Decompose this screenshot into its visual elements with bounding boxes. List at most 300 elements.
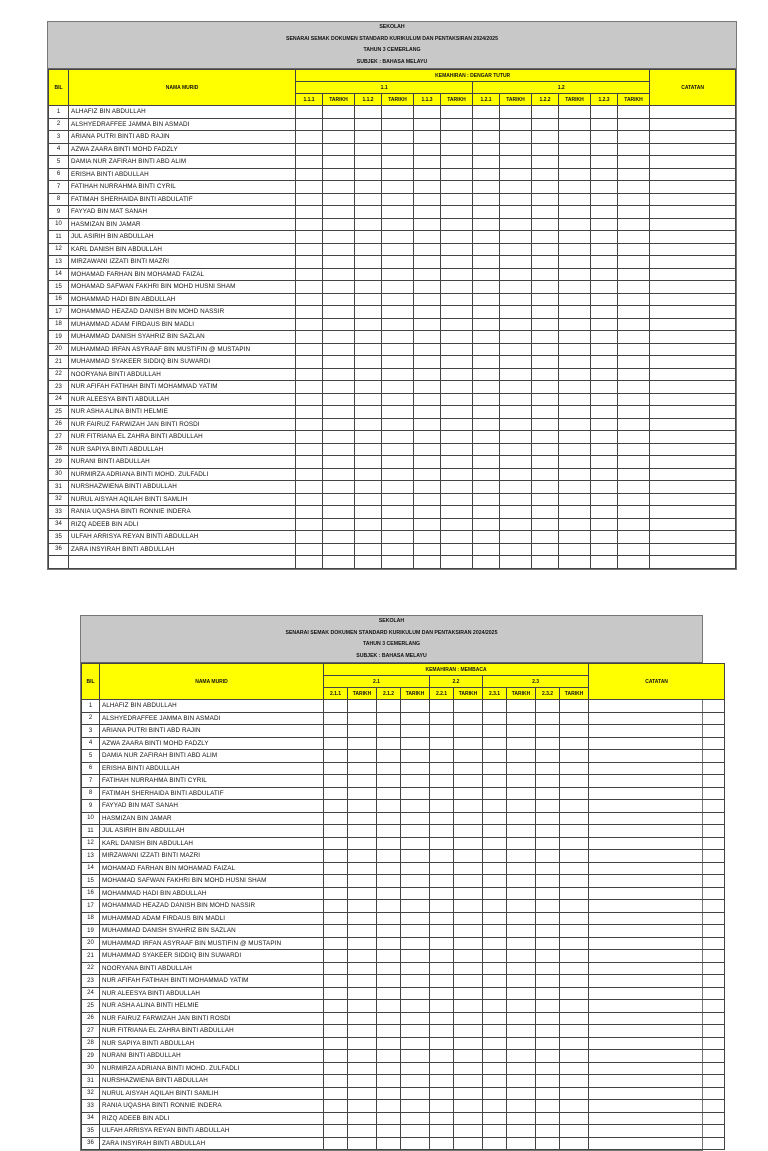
checklist-cell[interactable]: [473, 368, 500, 381]
checklist-cell[interactable]: [401, 850, 430, 863]
catatan-cell[interactable]: [589, 787, 725, 800]
checklist-cell[interactable]: [401, 725, 430, 738]
checklist-cell[interactable]: [591, 193, 618, 206]
catatan-cell[interactable]: [650, 343, 736, 356]
checklist-cell[interactable]: [532, 106, 559, 119]
checklist-cell[interactable]: [377, 950, 401, 963]
checklist-cell[interactable]: [499, 243, 531, 256]
checklist-cell[interactable]: [430, 725, 454, 738]
checklist-cell[interactable]: [355, 318, 382, 331]
checklist-cell[interactable]: [454, 850, 483, 863]
checklist-cell[interactable]: [558, 518, 590, 531]
checklist-cell[interactable]: [483, 812, 507, 825]
checklist-cell[interactable]: [473, 118, 500, 131]
checklist-cell[interactable]: [483, 1112, 507, 1125]
checklist-cell[interactable]: [560, 1050, 589, 1063]
checklist-cell[interactable]: [454, 950, 483, 963]
checklist-cell[interactable]: [440, 218, 472, 231]
checklist-cell[interactable]: [377, 837, 401, 850]
checklist-cell[interactable]: [414, 206, 441, 219]
checklist-cell[interactable]: [324, 925, 348, 938]
checklist-cell[interactable]: [322, 506, 354, 519]
checklist-cell[interactable]: [355, 406, 382, 419]
checklist-cell[interactable]: [558, 256, 590, 269]
catatan-cell[interactable]: [589, 900, 725, 913]
checklist-cell[interactable]: [473, 493, 500, 506]
checklist-cell[interactable]: [377, 700, 401, 713]
checklist-cell[interactable]: [558, 281, 590, 294]
checklist-cell[interactable]: [355, 118, 382, 131]
checklist-cell[interactable]: [348, 912, 377, 925]
checklist-cell[interactable]: [532, 443, 559, 456]
checklist-cell[interactable]: [430, 1062, 454, 1075]
checklist-cell[interactable]: [617, 456, 649, 469]
checklist-cell[interactable]: [499, 256, 531, 269]
checklist-cell[interactable]: [322, 181, 354, 194]
checklist-cell[interactable]: [560, 850, 589, 863]
checklist-cell[interactable]: [617, 506, 649, 519]
checklist-cell[interactable]: [536, 937, 560, 950]
checklist-cell[interactable]: [324, 862, 348, 875]
catatan-cell[interactable]: [650, 506, 736, 519]
checklist-cell[interactable]: [355, 506, 382, 519]
checklist-cell[interactable]: [381, 468, 413, 481]
checklist-cell[interactable]: [440, 306, 472, 319]
checklist-cell[interactable]: [507, 1025, 536, 1038]
checklist-cell[interactable]: [322, 381, 354, 394]
checklist-cell[interactable]: [507, 937, 536, 950]
checklist-cell[interactable]: [558, 418, 590, 431]
checklist-cell[interactable]: [322, 268, 354, 281]
checklist-cell[interactable]: [558, 493, 590, 506]
checklist-cell[interactable]: [473, 231, 500, 244]
checklist-cell[interactable]: [507, 725, 536, 738]
checklist-cell[interactable]: [355, 518, 382, 531]
checklist-cell[interactable]: [560, 837, 589, 850]
checklist-cell[interactable]: [377, 987, 401, 1000]
checklist-cell[interactable]: [591, 406, 618, 419]
checklist-cell[interactable]: [401, 950, 430, 963]
checklist-cell[interactable]: [355, 293, 382, 306]
checklist-cell[interactable]: [532, 243, 559, 256]
checklist-cell[interactable]: [355, 343, 382, 356]
checklist-cell[interactable]: [296, 393, 323, 406]
checklist-cell[interactable]: [381, 493, 413, 506]
checklist-cell[interactable]: [355, 181, 382, 194]
checklist-cell[interactable]: [296, 268, 323, 281]
checklist-cell[interactable]: [507, 862, 536, 875]
catatan-cell[interactable]: [650, 168, 736, 181]
checklist-cell[interactable]: [560, 1037, 589, 1050]
checklist-cell[interactable]: [560, 1075, 589, 1088]
checklist-cell[interactable]: [454, 825, 483, 838]
checklist-cell[interactable]: [296, 193, 323, 206]
checklist-cell[interactable]: [483, 975, 507, 988]
checklist-cell[interactable]: [558, 468, 590, 481]
checklist-cell[interactable]: [377, 912, 401, 925]
checklist-cell[interactable]: [296, 343, 323, 356]
checklist-cell[interactable]: [532, 331, 559, 344]
checklist-cell[interactable]: [507, 1112, 536, 1125]
checklist-cell[interactable]: [381, 131, 413, 144]
checklist-cell[interactable]: [454, 875, 483, 888]
checklist-cell[interactable]: [381, 368, 413, 381]
checklist-cell[interactable]: [483, 1050, 507, 1063]
checklist-cell[interactable]: [536, 1025, 560, 1038]
checklist-cell[interactable]: [483, 1137, 507, 1150]
checklist-cell[interactable]: [507, 812, 536, 825]
checklist-cell[interactable]: [483, 1075, 507, 1088]
checklist-cell[interactable]: [560, 875, 589, 888]
catatan-cell[interactable]: [650, 181, 736, 194]
checklist-cell[interactable]: [381, 431, 413, 444]
checklist-cell[interactable]: [473, 331, 500, 344]
checklist-cell[interactable]: [591, 468, 618, 481]
checklist-cell[interactable]: [473, 518, 500, 531]
checklist-cell[interactable]: [401, 1062, 430, 1075]
checklist-cell[interactable]: [381, 406, 413, 419]
checklist-cell[interactable]: [322, 431, 354, 444]
checklist-cell[interactable]: [355, 418, 382, 431]
checklist-cell[interactable]: [401, 712, 430, 725]
checklist-cell[interactable]: [296, 306, 323, 319]
checklist-cell[interactable]: [536, 1087, 560, 1100]
checklist-cell[interactable]: [454, 987, 483, 1000]
checklist-cell[interactable]: [348, 987, 377, 1000]
checklist-cell[interactable]: [414, 156, 441, 169]
checklist-cell[interactable]: [381, 268, 413, 281]
checklist-cell[interactable]: [401, 1137, 430, 1150]
checklist-cell[interactable]: [507, 1012, 536, 1025]
catatan-cell[interactable]: [589, 812, 725, 825]
checklist-cell[interactable]: [401, 887, 430, 900]
checklist-cell[interactable]: [507, 1100, 536, 1113]
checklist-cell[interactable]: [532, 356, 559, 369]
checklist-cell[interactable]: [381, 168, 413, 181]
checklist-cell[interactable]: [322, 543, 354, 556]
checklist-cell[interactable]: [430, 750, 454, 763]
catatan-cell[interactable]: [589, 912, 725, 925]
checklist-cell[interactable]: [430, 737, 454, 750]
checklist-cell[interactable]: [296, 106, 323, 119]
checklist-cell[interactable]: [348, 712, 377, 725]
checklist-cell[interactable]: [507, 712, 536, 725]
checklist-cell[interactable]: [430, 987, 454, 1000]
checklist-cell[interactable]: [591, 306, 618, 319]
checklist-cell[interactable]: [401, 1100, 430, 1113]
catatan-cell[interactable]: [650, 431, 736, 444]
catatan-cell[interactable]: [589, 750, 725, 763]
checklist-cell[interactable]: [296, 506, 323, 519]
checklist-cell[interactable]: [454, 737, 483, 750]
checklist-cell[interactable]: [473, 318, 500, 331]
checklist-cell[interactable]: [414, 168, 441, 181]
checklist-cell[interactable]: [536, 775, 560, 788]
checklist-cell[interactable]: [381, 243, 413, 256]
checklist-cell[interactable]: [617, 268, 649, 281]
checklist-cell[interactable]: [532, 343, 559, 356]
checklist-cell[interactable]: [483, 1087, 507, 1100]
checklist-cell[interactable]: [532, 256, 559, 269]
checklist-cell[interactable]: [499, 356, 531, 369]
checklist-cell[interactable]: [322, 331, 354, 344]
checklist-cell[interactable]: [401, 975, 430, 988]
checklist-cell[interactable]: [414, 118, 441, 131]
checklist-cell[interactable]: [348, 737, 377, 750]
checklist-cell[interactable]: [473, 556, 500, 569]
checklist-cell[interactable]: [499, 556, 531, 569]
checklist-cell[interactable]: [440, 393, 472, 406]
checklist-cell[interactable]: [414, 543, 441, 556]
checklist-cell[interactable]: [536, 725, 560, 738]
checklist-cell[interactable]: [560, 712, 589, 725]
checklist-cell[interactable]: [401, 825, 430, 838]
catatan-cell[interactable]: [650, 268, 736, 281]
checklist-cell[interactable]: [377, 975, 401, 988]
checklist-cell[interactable]: [454, 800, 483, 813]
checklist-cell[interactable]: [348, 1137, 377, 1150]
checklist-cell[interactable]: [355, 531, 382, 544]
checklist-cell[interactable]: [454, 1050, 483, 1063]
checklist-cell[interactable]: [401, 925, 430, 938]
checklist-cell[interactable]: [381, 518, 413, 531]
checklist-cell[interactable]: [560, 1000, 589, 1013]
checklist-cell[interactable]: [355, 331, 382, 344]
checklist-cell[interactable]: [483, 825, 507, 838]
checklist-cell[interactable]: [296, 456, 323, 469]
checklist-cell[interactable]: [536, 762, 560, 775]
checklist-cell[interactable]: [381, 256, 413, 269]
checklist-cell[interactable]: [355, 243, 382, 256]
checklist-cell[interactable]: [348, 775, 377, 788]
checklist-cell[interactable]: [454, 1025, 483, 1038]
checklist-cell[interactable]: [430, 887, 454, 900]
catatan-cell[interactable]: [589, 700, 725, 713]
checklist-cell[interactable]: [454, 1100, 483, 1113]
checklist-cell[interactable]: [558, 456, 590, 469]
checklist-cell[interactable]: [324, 787, 348, 800]
checklist-cell[interactable]: [348, 1000, 377, 1013]
checklist-cell[interactable]: [296, 156, 323, 169]
checklist-cell[interactable]: [348, 812, 377, 825]
checklist-cell[interactable]: [430, 712, 454, 725]
checklist-cell[interactable]: [440, 556, 472, 569]
checklist-cell[interactable]: [430, 937, 454, 950]
checklist-cell[interactable]: [558, 381, 590, 394]
checklist-cell[interactable]: [536, 987, 560, 1000]
checklist-cell[interactable]: [440, 418, 472, 431]
checklist-cell[interactable]: [560, 1125, 589, 1138]
checklist-cell[interactable]: [381, 318, 413, 331]
checklist-cell[interactable]: [296, 318, 323, 331]
checklist-cell[interactable]: [348, 1012, 377, 1025]
checklist-cell[interactable]: [483, 1100, 507, 1113]
checklist-cell[interactable]: [348, 725, 377, 738]
checklist-cell[interactable]: [322, 143, 354, 156]
checklist-cell[interactable]: [532, 281, 559, 294]
checklist-cell[interactable]: [454, 1062, 483, 1075]
checklist-cell[interactable]: [499, 318, 531, 331]
checklist-cell[interactable]: [322, 418, 354, 431]
checklist-cell[interactable]: [558, 168, 590, 181]
checklist-cell[interactable]: [355, 543, 382, 556]
checklist-cell[interactable]: [560, 950, 589, 963]
checklist-cell[interactable]: [430, 1037, 454, 1050]
checklist-cell[interactable]: [560, 1012, 589, 1025]
checklist-cell[interactable]: [560, 1087, 589, 1100]
checklist-cell[interactable]: [483, 1125, 507, 1138]
checklist-cell[interactable]: [560, 787, 589, 800]
checklist-cell[interactable]: [560, 725, 589, 738]
checklist-cell[interactable]: [473, 418, 500, 431]
checklist-cell[interactable]: [324, 775, 348, 788]
checklist-cell[interactable]: [483, 1012, 507, 1025]
catatan-cell[interactable]: [589, 875, 725, 888]
checklist-cell[interactable]: [473, 543, 500, 556]
checklist-cell[interactable]: [499, 531, 531, 544]
checklist-cell[interactable]: [430, 800, 454, 813]
checklist-cell[interactable]: [348, 1112, 377, 1125]
checklist-cell[interactable]: [324, 837, 348, 850]
checklist-cell[interactable]: [355, 356, 382, 369]
checklist-cell[interactable]: [591, 456, 618, 469]
checklist-cell[interactable]: [355, 156, 382, 169]
checklist-cell[interactable]: [348, 837, 377, 850]
catatan-cell[interactable]: [589, 1062, 725, 1075]
checklist-cell[interactable]: [483, 837, 507, 850]
checklist-cell[interactable]: [591, 506, 618, 519]
checklist-cell[interactable]: [324, 1025, 348, 1038]
checklist-cell[interactable]: [532, 118, 559, 131]
checklist-cell[interactable]: [507, 1037, 536, 1050]
checklist-cell[interactable]: [558, 218, 590, 231]
checklist-cell[interactable]: [499, 268, 531, 281]
checklist-cell[interactable]: [381, 356, 413, 369]
checklist-cell[interactable]: [414, 456, 441, 469]
checklist-cell[interactable]: [381, 543, 413, 556]
catatan-cell[interactable]: [650, 231, 736, 244]
checklist-cell[interactable]: [483, 950, 507, 963]
checklist-cell[interactable]: [558, 506, 590, 519]
checklist-cell[interactable]: [560, 900, 589, 913]
checklist-cell[interactable]: [414, 343, 441, 356]
checklist-cell[interactable]: [401, 1050, 430, 1063]
checklist-cell[interactable]: [560, 975, 589, 988]
checklist-cell[interactable]: [532, 506, 559, 519]
catatan-cell[interactable]: [650, 556, 736, 569]
checklist-cell[interactable]: [617, 356, 649, 369]
checklist-cell[interactable]: [499, 418, 531, 431]
checklist-cell[interactable]: [454, 925, 483, 938]
checklist-cell[interactable]: [617, 143, 649, 156]
checklist-cell[interactable]: [440, 431, 472, 444]
catatan-cell[interactable]: [589, 825, 725, 838]
checklist-cell[interactable]: [440, 343, 472, 356]
checklist-cell[interactable]: [591, 418, 618, 431]
checklist-cell[interactable]: [377, 1037, 401, 1050]
catatan-cell[interactable]: [650, 106, 736, 119]
checklist-cell[interactable]: [507, 875, 536, 888]
checklist-cell[interactable]: [507, 950, 536, 963]
checklist-cell[interactable]: [414, 443, 441, 456]
checklist-cell[interactable]: [536, 962, 560, 975]
checklist-cell[interactable]: [483, 1000, 507, 1013]
checklist-cell[interactable]: [414, 506, 441, 519]
checklist-cell[interactable]: [532, 181, 559, 194]
checklist-cell[interactable]: [414, 181, 441, 194]
checklist-cell[interactable]: [499, 281, 531, 294]
catatan-cell[interactable]: [589, 975, 725, 988]
checklist-cell[interactable]: [414, 106, 441, 119]
checklist-cell[interactable]: [532, 481, 559, 494]
checklist-cell[interactable]: [296, 331, 323, 344]
checklist-cell[interactable]: [296, 131, 323, 144]
checklist-cell[interactable]: [536, 1112, 560, 1125]
catatan-cell[interactable]: [589, 712, 725, 725]
checklist-cell[interactable]: [348, 825, 377, 838]
checklist-cell[interactable]: [414, 531, 441, 544]
checklist-cell[interactable]: [377, 825, 401, 838]
checklist-cell[interactable]: [454, 1125, 483, 1138]
catatan-cell[interactable]: [589, 987, 725, 1000]
checklist-cell[interactable]: [440, 231, 472, 244]
checklist-cell[interactable]: [440, 168, 472, 181]
checklist-cell[interactable]: [322, 556, 354, 569]
checklist-cell[interactable]: [454, 1075, 483, 1088]
checklist-cell[interactable]: [377, 962, 401, 975]
checklist-cell[interactable]: [430, 1137, 454, 1150]
checklist-cell[interactable]: [558, 481, 590, 494]
checklist-cell[interactable]: [381, 393, 413, 406]
checklist-cell[interactable]: [355, 468, 382, 481]
checklist-cell[interactable]: [381, 331, 413, 344]
checklist-cell[interactable]: [532, 468, 559, 481]
checklist-cell[interactable]: [454, 962, 483, 975]
catatan-cell[interactable]: [650, 293, 736, 306]
catatan-cell[interactable]: [650, 218, 736, 231]
checklist-cell[interactable]: [440, 293, 472, 306]
checklist-cell[interactable]: [532, 556, 559, 569]
checklist-cell[interactable]: [558, 368, 590, 381]
checklist-cell[interactable]: [414, 293, 441, 306]
checklist-cell[interactable]: [324, 1050, 348, 1063]
checklist-cell[interactable]: [473, 506, 500, 519]
checklist-cell[interactable]: [483, 875, 507, 888]
checklist-cell[interactable]: [401, 737, 430, 750]
checklist-cell[interactable]: [355, 481, 382, 494]
checklist-cell[interactable]: [536, 1100, 560, 1113]
checklist-cell[interactable]: [558, 343, 590, 356]
checklist-cell[interactable]: [617, 118, 649, 131]
checklist-cell[interactable]: [536, 750, 560, 763]
checklist-cell[interactable]: [617, 406, 649, 419]
checklist-cell[interactable]: [532, 268, 559, 281]
checklist-cell[interactable]: [532, 318, 559, 331]
checklist-cell[interactable]: [532, 381, 559, 394]
catatan-cell[interactable]: [589, 1000, 725, 1013]
checklist-cell[interactable]: [348, 787, 377, 800]
checklist-cell[interactable]: [414, 493, 441, 506]
checklist-cell[interactable]: [499, 331, 531, 344]
checklist-cell[interactable]: [454, 812, 483, 825]
checklist-cell[interactable]: [454, 750, 483, 763]
checklist-cell[interactable]: [440, 456, 472, 469]
checklist-cell[interactable]: [591, 168, 618, 181]
checklist-cell[interactable]: [560, 800, 589, 813]
checklist-cell[interactable]: [558, 556, 590, 569]
checklist-cell[interactable]: [355, 381, 382, 394]
checklist-cell[interactable]: [414, 306, 441, 319]
